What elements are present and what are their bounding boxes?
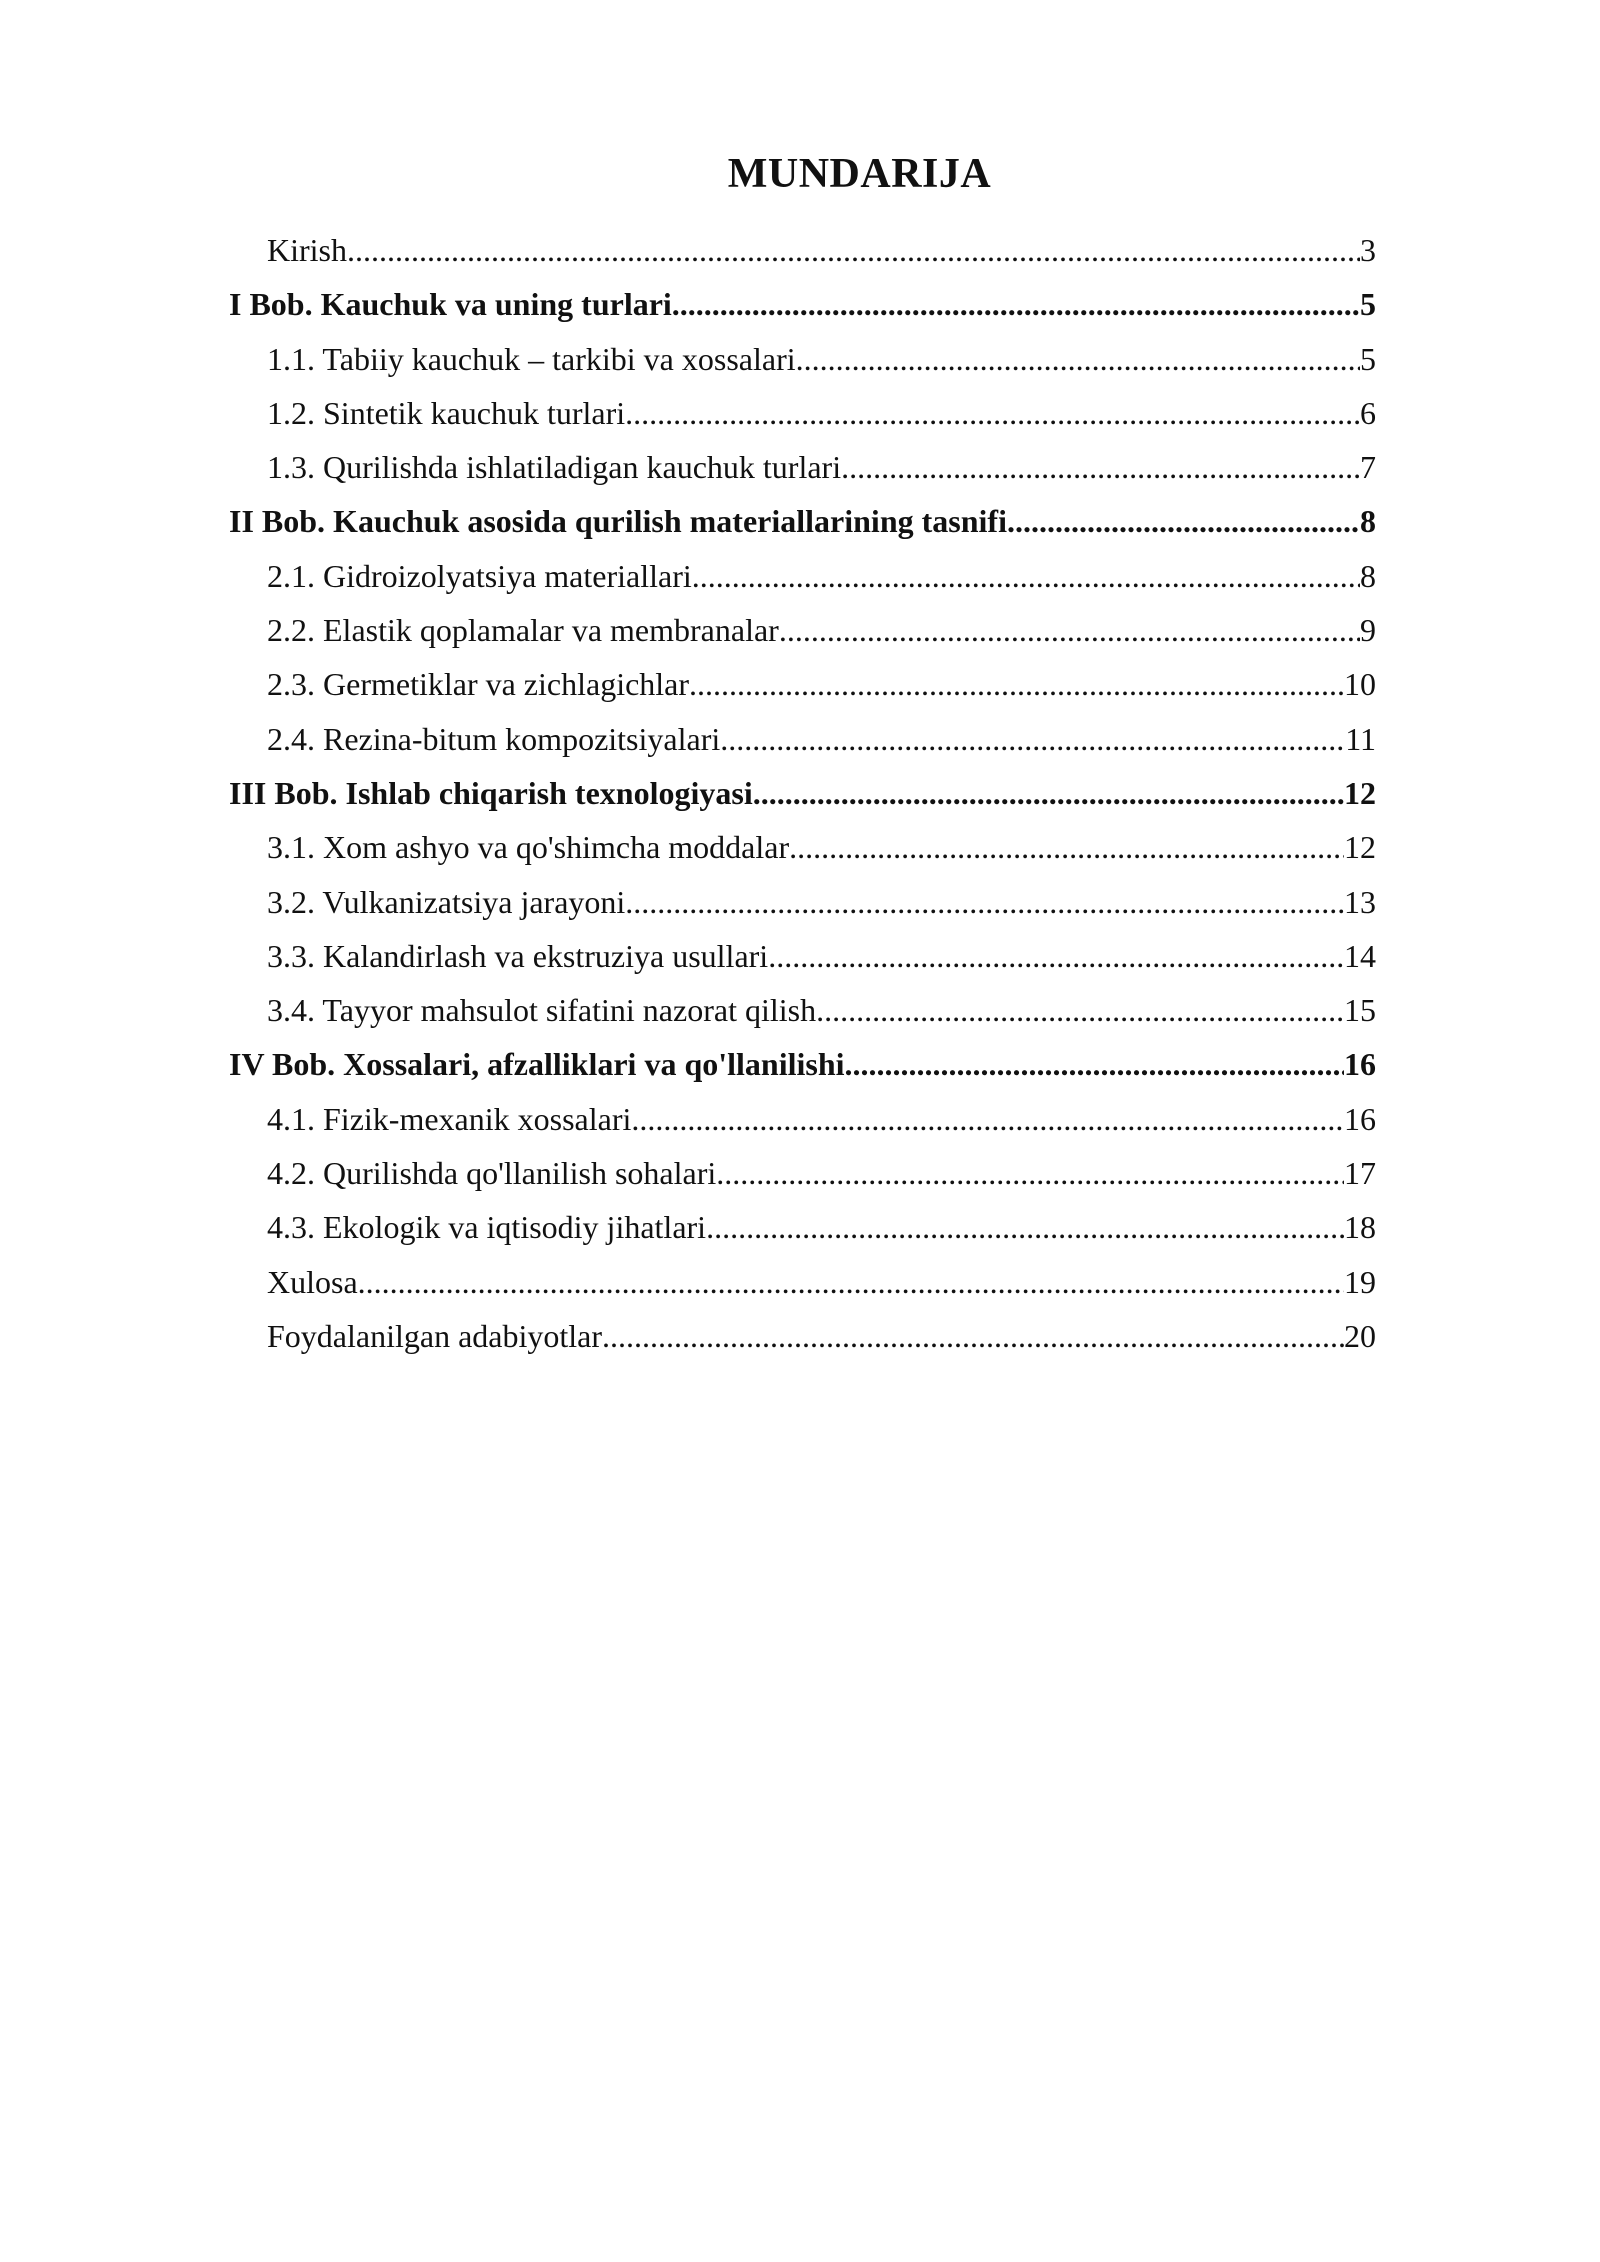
toc-leader-dots — [625, 884, 1344, 921]
toc-entry-label: 2.3. Germetiklar va zichlagichlar — [267, 666, 690, 703]
toc-entry-page: 8 — [1360, 503, 1376, 540]
toc-entry-page: 14 — [1344, 937, 1376, 974]
toc-entry-label: III Bob. Ishlab chiqarish texnologiyasi — [229, 774, 753, 811]
toc-entry-page: 8 — [1360, 557, 1376, 594]
toc-chapter-entry — [229, 775, 1376, 829]
page-title: MUNDARIJA — [727, 151, 992, 197]
toc-entry — [229, 666, 1376, 720]
toc-leader-dots — [692, 558, 1360, 595]
toc-entry-page: 16 — [1344, 1046, 1376, 1083]
toc-chapter-entry — [229, 1046, 1376, 1100]
toc-entry-page: 19 — [1344, 1263, 1376, 1300]
toc-entry — [229, 884, 1376, 938]
toc-entry-label: II Bob. Kauchuk asosida qurilish materiallarining tasnifi — [229, 503, 1007, 540]
toc-entry-page: 9 — [1360, 612, 1376, 649]
toc-leader-dots — [672, 286, 1360, 323]
toc-entry-label: Xulosa — [267, 1263, 358, 1300]
toc-entry — [229, 829, 1376, 883]
toc-entry-page: 6 — [1360, 394, 1376, 431]
toc-entry-page: 13 — [1344, 883, 1376, 920]
toc-entry-page: 12 — [1344, 774, 1376, 811]
toc-entry-label: I Bob. Kauchuk va uning turlari — [229, 286, 672, 323]
toc-entry-page: 10 — [1344, 666, 1376, 703]
toc-chapter-entry — [229, 503, 1376, 557]
toc-entry-page: 18 — [1344, 1209, 1376, 1246]
toc-entry — [229, 612, 1376, 666]
toc-leader-dots — [1007, 503, 1360, 540]
toc-leader-dots — [789, 829, 1344, 866]
toc-entry-page: 16 — [1344, 1100, 1376, 1137]
toc-entry-page: 7 — [1360, 449, 1376, 486]
toc-leader-dots — [845, 1046, 1344, 1083]
toc-leader-dots — [347, 232, 1360, 269]
toc-entry-label: 3.3. Kalandirlash va ekstruziya usullari — [267, 937, 769, 974]
toc-leader-dots — [706, 1209, 1344, 1246]
toc-entry-label: 2.1. Gidroizolyatsiya materiallari — [267, 557, 692, 594]
toc-entry-label: 1.1. Tabiiy kauchuk – tarkibi va xossalari — [267, 340, 796, 377]
toc-entry — [229, 938, 1376, 992]
toc-entry-page: 15 — [1344, 992, 1376, 1029]
toc-entry-page: 12 — [1344, 829, 1376, 866]
toc-entry — [229, 232, 1376, 286]
toc-entry — [229, 1209, 1376, 1263]
toc-entry-label: Kirish — [267, 232, 347, 268]
toc-entry-page: 5 — [1360, 340, 1376, 377]
toc-leader-dots — [841, 449, 1360, 486]
toc-entry — [229, 1318, 1376, 1372]
toc-leader-dots — [358, 1264, 1344, 1301]
toc-entry — [229, 721, 1376, 775]
toc-entry-page: 20 — [1344, 1317, 1376, 1354]
toc-leader-dots — [689, 666, 1344, 703]
toc-entry-page: 3 — [1360, 232, 1376, 268]
toc-entry — [229, 449, 1376, 503]
toc-leader-dots — [816, 992, 1344, 1029]
toc-entry-label: 4.3. Ekologik va iqtisodiy jihatlari — [267, 1209, 707, 1246]
toc-entry-label: 4.2. Qurilishda qo'llanilish sohalari — [267, 1155, 717, 1192]
toc-leader-dots — [779, 612, 1360, 649]
toc-entry — [229, 395, 1376, 449]
toc-leader-dots — [602, 1318, 1344, 1355]
toc-entry-label: Foydalanilgan adabiyotlar — [267, 1317, 603, 1354]
toc-entry — [229, 558, 1376, 612]
toc-entry — [229, 1155, 1376, 1209]
toc-entry-page: 5 — [1360, 286, 1376, 323]
toc-entry — [229, 1264, 1376, 1318]
toc-leader-dots — [796, 341, 1360, 378]
toc-entry — [229, 992, 1376, 1046]
toc-leader-dots — [631, 1101, 1344, 1138]
toc-entry-label: 3.1. Xom ashyo va qo'shimcha moddalar — [267, 829, 790, 866]
toc-entry-label: 3.4. Tayyor mahsulot sifatini nazorat qilish — [267, 992, 817, 1029]
toc-leader-dots — [753, 775, 1344, 812]
toc-entry-label: 1.2. Sintetik kauchuk turlari — [267, 394, 626, 431]
toc-entry-page: 17 — [1344, 1155, 1376, 1192]
toc-entry-label: 1.3. Qurilishda ishlatiladigan kauchuk turlari — [267, 449, 842, 486]
table-of-contents — [229, 232, 1376, 1372]
toc-leader-dots — [720, 721, 1345, 758]
toc-entry — [229, 1101, 1376, 1155]
toc-entry-label: 2.4. Rezina-bitum kompozitsiyalari — [267, 720, 721, 757]
toc-entry-label: 4.1. Fizik-mexanik xossalari — [267, 1100, 632, 1137]
toc-entry-label: 3.2. Vulkanizatsiya jarayoni — [267, 883, 626, 920]
toc-chapter-entry — [229, 286, 1376, 340]
toc-leader-dots — [625, 395, 1360, 432]
toc-entry — [229, 341, 1376, 395]
toc-entry-label: IV Bob. Xossalari, afzalliklari va qo'llanilishi — [229, 1046, 845, 1083]
toc-entry-page: 11 — [1345, 720, 1376, 757]
toc-entry-label: 2.2. Elastik qoplamalar va membranalar — [267, 612, 779, 649]
toc-leader-dots — [768, 938, 1344, 975]
toc-leader-dots — [716, 1155, 1344, 1192]
